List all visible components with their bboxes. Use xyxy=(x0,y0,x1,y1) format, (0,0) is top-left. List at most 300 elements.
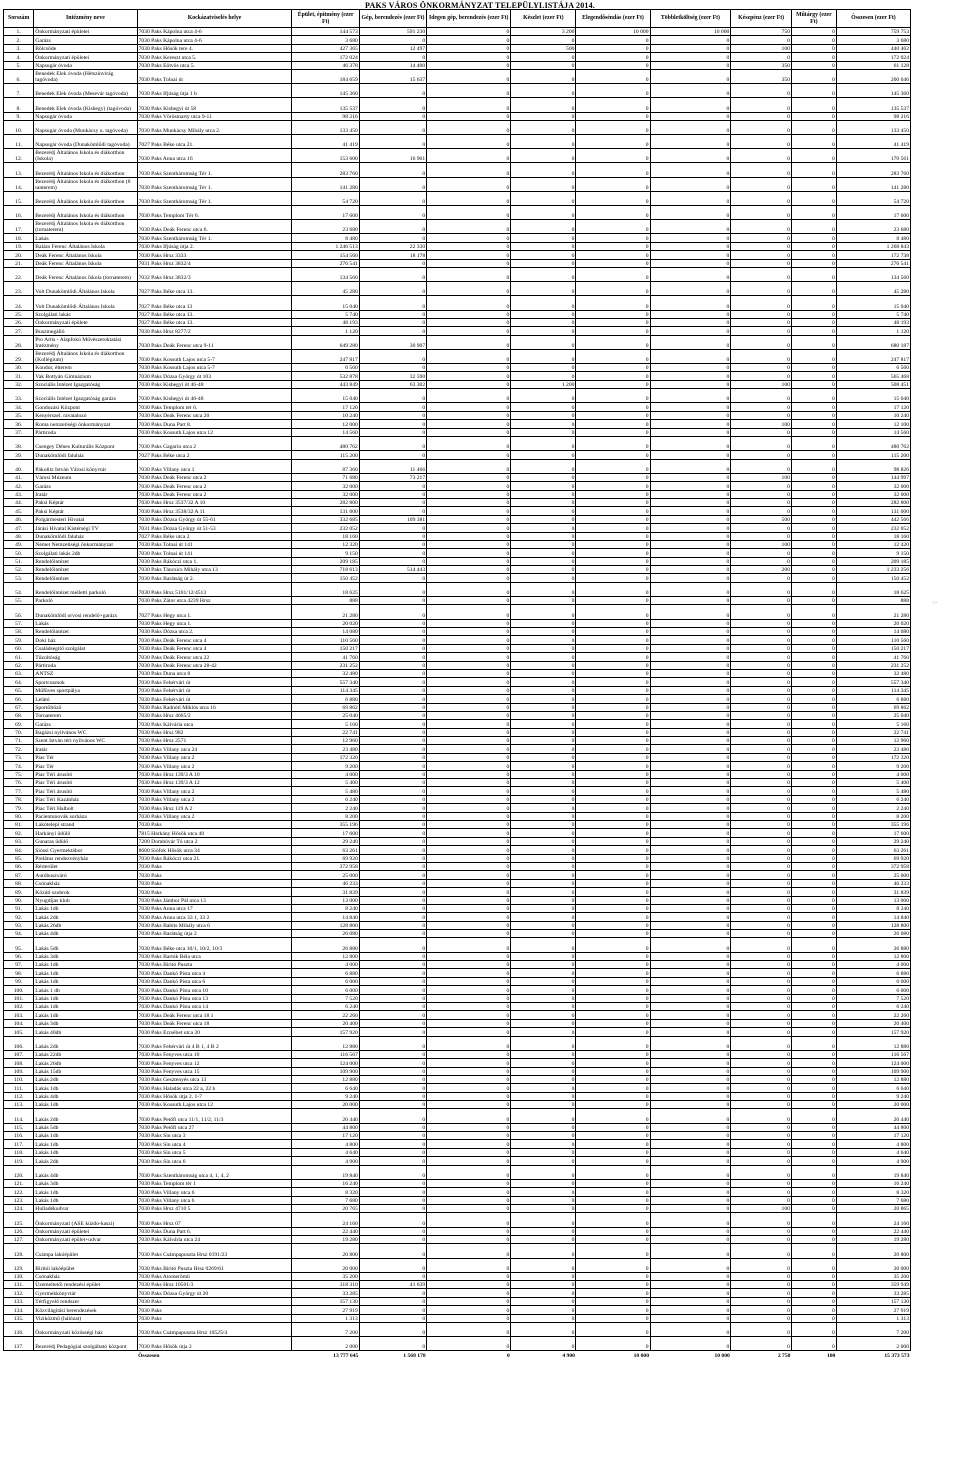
value-cell: 0 xyxy=(731,411,792,419)
value-cell: 0 xyxy=(731,952,792,960)
value-cell: 0 xyxy=(731,1002,792,1010)
value-cell: 4 000 xyxy=(836,961,910,969)
institution-name-cell: Lakás 4db xyxy=(34,1165,137,1179)
row-number-cell: 125. xyxy=(4,1213,34,1227)
value-cell: 0 xyxy=(359,490,426,498)
row-number-cell: 123. xyxy=(4,1196,34,1204)
value-cell: 0 xyxy=(576,582,650,596)
value-cell: 557 340 xyxy=(292,678,359,686)
value-cell: 12 320 xyxy=(292,540,359,548)
value-cell: 0 xyxy=(650,977,731,985)
location-cell: 7030 Paks Templom tér 1 xyxy=(137,1179,292,1187)
row-number-cell: 37. xyxy=(4,428,34,436)
value-cell: 0 xyxy=(791,557,836,565)
row-number-cell: 103. xyxy=(4,1011,34,1019)
value-cell: 0 xyxy=(791,921,836,929)
value-cell: 0 xyxy=(511,1235,576,1243)
value-cell: 0 xyxy=(791,135,836,149)
value-cell: 25 000 xyxy=(292,871,359,879)
location-cell: 7030 Paks Deák Ferenc utca 9-11 xyxy=(137,335,292,349)
institution-name-cell: Nyugdíjas klub xyxy=(34,896,137,904)
value-cell: 0 xyxy=(791,177,836,191)
location-cell: 7030 Paks xyxy=(137,1314,292,1322)
table-row xyxy=(4,524,911,532)
value-cell: 8 320 xyxy=(836,1188,910,1196)
value-cell: 0 xyxy=(427,1227,511,1235)
value-cell: 0 xyxy=(576,1123,650,1131)
value-cell: 0 xyxy=(359,779,426,787)
value-cell: 0 xyxy=(359,628,426,636)
value-cell: 0 xyxy=(791,1050,836,1058)
table-row xyxy=(4,1002,911,1010)
institution-name-cell: Bezerédj Általános Iskola és diákotthon xyxy=(34,163,137,177)
value-cell: 0 xyxy=(427,1084,511,1092)
value-cell: 0 xyxy=(511,191,576,205)
value-cell: 0 xyxy=(791,930,836,938)
value-cell: 0 xyxy=(427,653,511,661)
row-number-cell: 95. xyxy=(4,938,34,952)
value-cell: 0 xyxy=(576,1067,650,1075)
value-cell: 0 xyxy=(791,582,836,596)
value-cell: 0 xyxy=(650,318,731,326)
value-cell: 0 xyxy=(359,1123,426,1131)
value-cell: 0 xyxy=(791,986,836,994)
value-cell: 0 xyxy=(731,605,792,619)
value-cell: 15 040 xyxy=(292,389,359,403)
value-cell: 0 xyxy=(791,428,836,436)
institution-name-cell: Tornaterem xyxy=(34,711,137,719)
value-cell: 500 xyxy=(731,515,792,523)
value-cell: 16 240 xyxy=(292,1179,359,1187)
location-cell: 7030 Paks Vörösmarty utca 9-11 xyxy=(137,112,292,120)
table-header xyxy=(4,10,911,28)
value-cell: 0 xyxy=(511,420,576,428)
value-cell: 20 400 xyxy=(836,1019,910,1027)
row-number-cell: 119. xyxy=(4,1157,34,1165)
value-cell: 0 xyxy=(511,952,576,960)
value-cell: 0 xyxy=(650,837,731,845)
value-cell: 0 xyxy=(511,61,576,69)
table-row xyxy=(4,862,911,870)
value-cell: 0 xyxy=(650,1075,731,1083)
value-cell: 0 xyxy=(427,753,511,761)
value-cell: 514 443 xyxy=(359,566,426,574)
value-cell: 0 xyxy=(576,1028,650,1036)
value-cell: 0 xyxy=(576,1002,650,1010)
table-row xyxy=(4,1297,911,1305)
value-cell: 0 xyxy=(650,53,731,61)
row-number-cell: 1. xyxy=(4,28,34,36)
table-row xyxy=(4,804,911,812)
value-cell: 0 xyxy=(359,986,426,994)
value-cell: 0 xyxy=(791,854,836,862)
value-cell: 116 567 xyxy=(836,1050,910,1058)
value-cell: 0 xyxy=(359,753,426,761)
row-number-cell: 81. xyxy=(4,820,34,828)
value-cell: 0 xyxy=(731,1101,792,1109)
value-cell: 115 200 xyxy=(836,451,910,459)
location-cell: 7027 Paks Béke utca 13. xyxy=(137,282,292,296)
table-row xyxy=(4,296,911,310)
value-cell: 0 xyxy=(511,930,576,938)
table-row xyxy=(4,251,911,259)
value-cell: 0 xyxy=(731,695,792,703)
location-cell: 7030 Paks Hrsz 4710 5 xyxy=(137,1204,292,1212)
value-cell: 0 xyxy=(576,1297,650,1305)
value-cell: 1 313 xyxy=(292,1314,359,1322)
value-cell: 0 xyxy=(359,1289,426,1297)
value-cell: 0 xyxy=(576,482,650,490)
table-row xyxy=(4,1235,911,1243)
row-number-cell: 45. xyxy=(4,507,34,515)
location-cell: 7030 Paks Hrsz 2571 xyxy=(137,737,292,745)
institution-name-cell: Lakás 1db xyxy=(34,1148,137,1156)
value-cell: 0 xyxy=(511,498,576,506)
value-cell: 115 200 xyxy=(292,451,359,459)
institution-name-cell: Benedek Elek óvoda (Mesevár tagóvoda) xyxy=(34,84,137,98)
value-cell: 0 xyxy=(511,36,576,44)
value-cell: 0 xyxy=(511,135,576,149)
value-cell: 17 120 xyxy=(836,1132,910,1140)
value-cell: 0 xyxy=(791,1019,836,1027)
table-row xyxy=(4,1028,911,1036)
table-row xyxy=(4,1272,911,1280)
value-cell: 0 xyxy=(650,574,731,582)
value-cell: 0 xyxy=(359,1188,426,1196)
value-cell: 35 200 xyxy=(836,1272,910,1280)
table-row xyxy=(4,364,911,372)
value-cell: 7 680 xyxy=(292,1196,359,1204)
table-row xyxy=(4,896,911,904)
institution-name-cell: Szolgálati lakás 2db xyxy=(34,549,137,557)
value-cell: 0 xyxy=(650,1289,731,1297)
value-cell: 0 xyxy=(791,1084,836,1092)
value-cell: 25 040 xyxy=(836,711,910,719)
value-cell: 0 xyxy=(359,84,426,98)
value-cell: 480 762 xyxy=(292,437,359,451)
value-cell: 12 880 xyxy=(836,1036,910,1050)
value-cell: 0 xyxy=(359,977,426,985)
value-cell: 0 xyxy=(791,515,836,523)
value-cell: 0 xyxy=(359,1019,426,1027)
row-number-cell: 63. xyxy=(4,669,34,677)
value-cell: 440 462 xyxy=(836,44,910,52)
value-cell: 0 xyxy=(731,1011,792,1019)
value-cell: 0 xyxy=(791,1188,836,1196)
table-row xyxy=(4,135,911,149)
institution-name-cell: Lakás 2db xyxy=(34,1036,137,1050)
value-cell: 10 000 xyxy=(576,28,650,36)
value-cell: 0 xyxy=(427,644,511,652)
institution-name-cell: Családsegítő szolgálat xyxy=(34,644,137,652)
value-cell: 0 xyxy=(359,1132,426,1140)
value-cell: 0 xyxy=(576,597,650,605)
institution-name-cell: Lakás 4db xyxy=(34,1092,137,1100)
value-cell: 0 xyxy=(359,259,426,267)
value-cell: 0 xyxy=(359,1084,426,1092)
value-cell: 0 xyxy=(650,1297,731,1305)
value-cell: 27 919 xyxy=(836,1306,910,1314)
table-row xyxy=(4,854,911,862)
table-row xyxy=(4,605,911,619)
value-cell: 0 xyxy=(731,1337,792,1351)
value-cell: 0 xyxy=(576,644,650,652)
value-cell: 0 xyxy=(576,952,650,960)
value-cell: 0 xyxy=(791,524,836,532)
total-value-cell: 0 xyxy=(507,1353,510,1360)
value-cell: 0 xyxy=(576,498,650,506)
value-cell: 0 xyxy=(731,242,792,250)
value-cell: 0 xyxy=(650,1227,731,1235)
value-cell: 0 xyxy=(511,540,576,548)
value-cell: 0 xyxy=(359,969,426,977)
value-cell: 0 xyxy=(650,1002,731,1010)
value-cell: 128 800 xyxy=(836,921,910,929)
location-cell: 7030 Paks Munkácsy Mihály utca 2. xyxy=(137,120,292,134)
row-number-cell: 116. xyxy=(4,1132,34,1140)
value-cell: 0 xyxy=(731,829,792,837)
value-cell: 0 xyxy=(650,1157,731,1165)
location-cell: 7030 Paks Hrsz 10501/3 xyxy=(137,1281,292,1289)
value-cell: 0 xyxy=(427,98,511,112)
institution-name-cell: Szent István téri nyilvános WC xyxy=(34,737,137,745)
value-cell: 0 xyxy=(731,597,792,605)
value-cell: 0 xyxy=(511,597,576,605)
value-cell: 0 xyxy=(650,1028,731,1036)
value-cell: 0 xyxy=(791,820,836,828)
value-cell: 372 958 xyxy=(836,862,910,870)
value-cell: 0 xyxy=(427,745,511,753)
institution-name-cell: Napsugár óvoda (Dunakömlődi tagóvoda) xyxy=(34,135,137,149)
value-cell: 0 xyxy=(731,318,792,326)
value-cell: 0 xyxy=(427,490,511,498)
institution-name-cell: Sportcsarnok xyxy=(34,678,137,686)
value-cell: 26 880 xyxy=(836,938,910,952)
table-row xyxy=(4,1084,911,1092)
value-cell: 0 xyxy=(427,1148,511,1156)
value-cell: 0 xyxy=(511,403,576,411)
value-cell: 0 xyxy=(359,1297,426,1305)
value-cell: 0 xyxy=(791,913,836,921)
value-cell: 0 xyxy=(791,605,836,619)
table-row xyxy=(4,234,911,242)
value-cell: 0 xyxy=(650,206,731,220)
value-cell: 0 xyxy=(650,177,731,191)
value-cell: 0 xyxy=(791,678,836,686)
value-cell: 0 xyxy=(791,84,836,98)
institution-name-cell: Lakás 4db xyxy=(34,930,137,938)
row-number-cell: 120. xyxy=(4,1165,34,1179)
value-cell: 0 xyxy=(650,310,731,318)
value-cell: 0 xyxy=(650,994,731,1002)
location-cell: 7030 Paks Dózsa György út 20 xyxy=(137,1289,292,1297)
value-cell: 0 xyxy=(731,812,792,820)
value-cell: 12 800 xyxy=(836,952,910,960)
value-cell: 0 xyxy=(731,112,792,120)
value-cell: 0 xyxy=(511,220,576,234)
value-cell: 888 xyxy=(292,597,359,605)
value-cell: 0 xyxy=(427,149,511,163)
value-cell: 0 xyxy=(511,566,576,574)
value-cell: 247 817 xyxy=(292,349,359,363)
value-cell: 0 xyxy=(791,53,836,61)
value-cell: 0 xyxy=(427,574,511,582)
value-cell: 124 000 xyxy=(836,1059,910,1067)
column-header: Elegendőséndás (ezer Ft) xyxy=(576,10,650,28)
value-cell: 0 xyxy=(576,986,650,994)
value-cell: 0 xyxy=(511,879,576,887)
table-row xyxy=(4,1314,911,1322)
value-cell: 0 xyxy=(511,820,576,828)
institution-name-cell: Önkormányzati közösségi ház xyxy=(34,1323,137,1337)
value-cell: 350 xyxy=(731,61,792,69)
value-cell: 0 xyxy=(576,177,650,191)
value-cell: 0 xyxy=(359,549,426,557)
location-cell: 7030 Paks Villany utca 2 xyxy=(137,787,292,795)
value-cell: 0 xyxy=(511,977,576,985)
institution-name-cell: Viziközmű (hálózat) xyxy=(34,1314,137,1322)
value-cell: 3 680 xyxy=(836,36,910,44)
value-cell: 0 xyxy=(511,770,576,778)
value-cell: 0 xyxy=(511,921,576,929)
table-row xyxy=(4,977,911,985)
value-cell: 0 xyxy=(791,1213,836,1227)
value-cell: 0 xyxy=(359,540,426,548)
value-cell: 0 xyxy=(427,1157,511,1165)
value-cell: 0 xyxy=(650,770,731,778)
institution-name-cell: Harkányi üdülő xyxy=(34,829,137,837)
value-cell: 0 xyxy=(576,938,650,952)
location-cell: 7030 Paks Kossuth Lajos utca 5-7 xyxy=(137,349,292,363)
value-cell: 0 xyxy=(791,871,836,879)
table-row xyxy=(4,938,911,952)
table-row xyxy=(4,597,911,605)
location-cell: 7030 Paks Kápolna utca 4-6 xyxy=(137,36,292,44)
value-cell: 0 xyxy=(791,532,836,540)
institution-name-cell: Bérterület xyxy=(34,862,137,870)
value-cell: 0 xyxy=(427,532,511,540)
value-cell: 0 xyxy=(359,1140,426,1148)
value-cell: 0 xyxy=(427,163,511,177)
value-cell: 0 xyxy=(511,1196,576,1204)
value-cell: 0 xyxy=(427,1019,511,1027)
institution-name-cell: Pro Artis - Alapfokú Művészetoktatási Intézmény xyxy=(34,335,137,349)
value-cell: 0 xyxy=(650,820,731,828)
location-cell: 7030 Paks Ifjúság útja 1 b xyxy=(137,84,292,98)
institution-name-cell: Bezerédj Általános Iskola és diákotthon (tornaterem) xyxy=(34,220,137,234)
row-number-cell: 62. xyxy=(4,661,34,669)
value-cell: 0 xyxy=(791,1204,836,1212)
value-cell: 0 xyxy=(576,53,650,61)
institution-name-cell: Csámpa lakóépület xyxy=(34,1244,137,1258)
value-cell: 172 024 xyxy=(292,53,359,61)
value-cell: 0 xyxy=(731,804,792,812)
value-cell: 0 xyxy=(650,191,731,205)
table-row xyxy=(4,1092,911,1100)
location-cell: 7030 Paks Barátság útja 2 xyxy=(137,930,292,938)
location-cell: 7030 Paks xyxy=(137,1306,292,1314)
value-cell: 0 xyxy=(511,53,576,61)
margin-mark: ·:· xyxy=(932,600,938,606)
value-cell: 0 xyxy=(511,557,576,565)
value-cell: 0 xyxy=(791,1028,836,1036)
value-cell: 0 xyxy=(427,720,511,728)
location-cell: 7030 Paks Haladás utca 22 a, 22 b xyxy=(137,1084,292,1092)
value-cell: 0 xyxy=(791,952,836,960)
row-number-cell: 2. xyxy=(4,36,34,44)
institution-name-cell: Önkormányzati épületei xyxy=(34,28,137,36)
value-cell: 0 xyxy=(511,762,576,770)
value-cell: 0 xyxy=(511,1213,576,1227)
value-cell: 22 440 xyxy=(292,1227,359,1235)
value-cell: 0 xyxy=(576,389,650,403)
location-cell: 7031 Paks Dózsa György út 51-53 xyxy=(137,524,292,532)
value-cell: 0 xyxy=(650,242,731,250)
value-cell: 0 xyxy=(359,191,426,205)
location-cell: 7030 Paks Gesztenyés utca 13 xyxy=(137,1075,292,1083)
value-cell: 0 xyxy=(427,1196,511,1204)
value-cell: 69 920 xyxy=(836,854,910,862)
value-cell: 20 400 xyxy=(292,1019,359,1027)
value-cell: 0 xyxy=(359,349,426,363)
value-cell: 0 xyxy=(791,389,836,403)
table-row xyxy=(4,812,911,820)
table-row xyxy=(4,745,911,753)
value-cell: 0 xyxy=(576,507,650,515)
value-cell: 0 xyxy=(791,1258,836,1272)
value-cell: 0 xyxy=(511,482,576,490)
value-cell: 0 xyxy=(791,1075,836,1083)
value-cell: 0 xyxy=(427,1140,511,1148)
value-cell: 12 420 xyxy=(836,540,910,548)
value-cell: 0 xyxy=(731,644,792,652)
value-cell: 145 360 xyxy=(836,84,910,98)
table-row xyxy=(4,1067,911,1075)
value-cell: 0 xyxy=(650,846,731,854)
value-cell: 0 xyxy=(359,267,426,281)
institution-name-cell: Rendelőintézet xyxy=(34,574,137,582)
value-cell: 0 xyxy=(427,1002,511,1010)
table-row xyxy=(4,1019,911,1027)
value-cell: 0 xyxy=(650,669,731,677)
table-row xyxy=(4,720,911,728)
value-cell: 0 xyxy=(511,349,576,363)
value-cell: 0 xyxy=(650,411,731,419)
value-cell: 0 xyxy=(359,1036,426,1050)
institution-name-cell: Üzemeltetői rendezési épület xyxy=(34,1281,137,1289)
value-cell: 0 xyxy=(427,112,511,120)
institution-name-cell: Dunakömlődi faluház xyxy=(34,532,137,540)
institution-name-cell: Bezerédj Általános Iskola és diákotthon xyxy=(34,206,137,220)
location-cell: 7030 Paks Dózsa György út 55-61 xyxy=(137,515,292,523)
value-cell: 0 xyxy=(427,1165,511,1179)
table-row xyxy=(4,515,911,523)
value-cell: 15 637 xyxy=(359,69,426,83)
row-number-cell: 50. xyxy=(4,549,34,557)
value-cell: 0 xyxy=(731,163,792,177)
institution-name-cell: Rendelőintézet melletti parkoló xyxy=(34,582,137,596)
value-cell: 0 xyxy=(731,862,792,870)
value-cell: 150 452 xyxy=(836,574,910,582)
value-cell: 0 xyxy=(731,451,792,459)
institution-name-cell: Piac Téri árusító xyxy=(34,779,137,787)
value-cell: 0 xyxy=(791,566,836,574)
value-cell: 4 800 xyxy=(292,1140,359,1148)
institution-name-cell: Lakás 1db xyxy=(34,1140,137,1148)
value-cell: 0 xyxy=(650,437,731,451)
value-cell: 0 xyxy=(731,498,792,506)
value-cell: 0 xyxy=(359,871,426,879)
